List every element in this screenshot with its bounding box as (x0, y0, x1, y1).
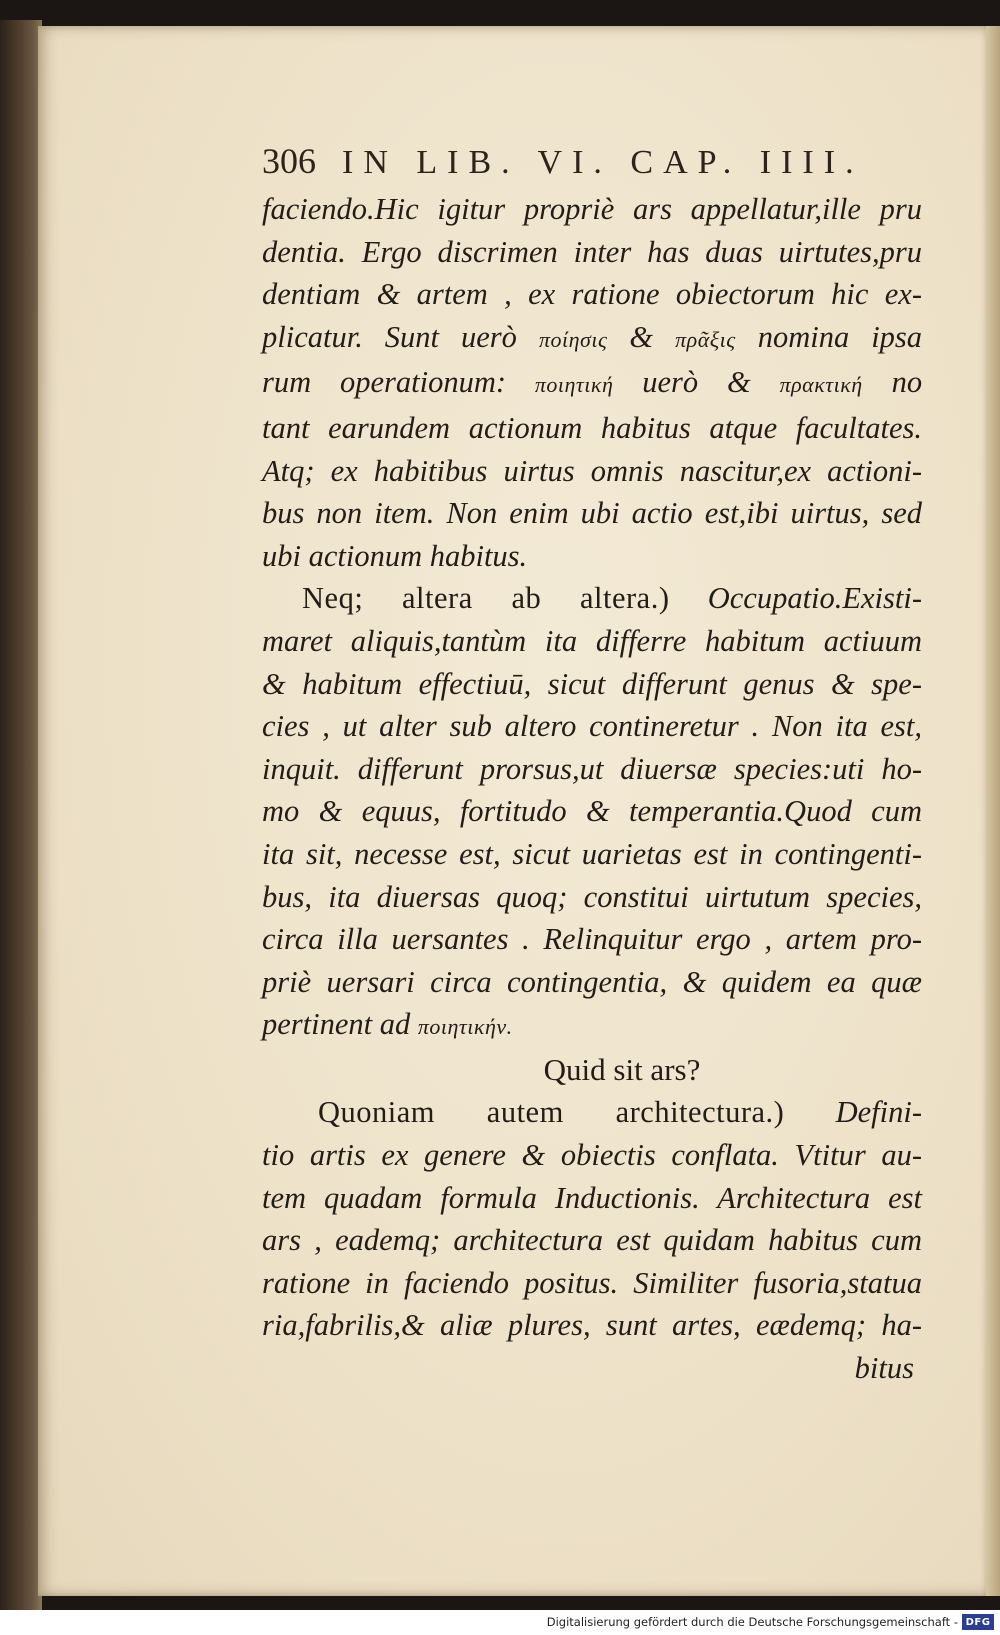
text-line: ria,fabrilis,& aliæ plures, sunt artes, eædemq; ha- (262, 1308, 922, 1343)
lemma: Quoniam autem architectura.) (318, 1095, 785, 1130)
text-line: bus, ita diuersas quoq; constitui uirtutum species, (262, 879, 922, 914)
dfg-logo: DFG (962, 1614, 994, 1630)
text-line: inquit. differunt prorsus,ut diuersæ species:uti ho- (262, 751, 922, 786)
text-line (262, 316, 922, 362)
greek-word: πρακτική (779, 372, 863, 398)
running-title: IN LIB. VI. CAP. IIII. (342, 144, 864, 181)
text-line: tant earundem actionum habitus atque facultates. (262, 410, 922, 445)
text-line: tio artis ex genere & obiectis conflata. Vtitur au- (262, 1138, 922, 1173)
text-line: cies , ut alter sub altero contineretur . Non ita est, (262, 709, 922, 744)
greek-word: ποίησις (538, 326, 608, 352)
text-line: Atq; ex habitibus uirtus omnis nascitur,ex actioni- (262, 453, 922, 488)
text-line: bus non item. Non enim ubi actio est,ibi uirtus, sed (262, 496, 922, 531)
body-text (262, 188, 922, 1390)
text-line (262, 577, 922, 620)
greek-word: ποιητική (534, 372, 614, 398)
greek-word: πρᾶξις (675, 326, 736, 352)
running-head (262, 140, 902, 182)
text-line: ars , eademq; architectura est quidam habitus cum (262, 1223, 922, 1258)
text-line: maret aliquis,tantùm ita differre habitum actiuum (262, 623, 922, 658)
greek-word: ποιητικήν. (417, 1014, 513, 1040)
text-fragment: Occupatio.Existi- (707, 581, 923, 616)
text-line: tem quadam formula Inductionis. Architectura est (262, 1180, 922, 1215)
text-line: priè uersari circa contingentia, & quidem ea quæ (262, 964, 922, 999)
text-line (262, 361, 922, 407)
text-line: ita sit, necesse est, sicut uarietas est in contingenti- (262, 836, 922, 871)
text-line (262, 1091, 922, 1134)
folio-number: 306 (262, 141, 316, 181)
page-edge (986, 26, 1000, 1596)
text-fragment: no (891, 365, 923, 400)
book-spine (0, 20, 42, 1610)
text-fragment: uerò (642, 365, 699, 400)
text-fragment: pertinent ad (262, 1007, 411, 1042)
text-line: faciendo.Hic igitur propriè ars appellatur,ille pru (262, 192, 922, 226)
text-fragment: & (629, 319, 654, 354)
section-heading: Quid sit ars? (543, 1051, 701, 1087)
text-line: dentia. Ergo discrimen inter has duas uirtutes,pru (262, 234, 922, 269)
footer-credit: Digitalisierung gefördert durch die Deutsche Forschungsgemeinschaft - (546, 1615, 958, 1629)
text-line: & habitum effectiuū, sicut differunt genus & spe- (262, 666, 922, 701)
text-line (262, 1003, 922, 1049)
text-line: mo & equus, fortitudo & temperantia.Quod cum (262, 794, 922, 829)
text-line: ratione in faciendo positus. Similiter fusoria,statua (262, 1265, 922, 1300)
lemma: Neq; altera ab altera.) (302, 581, 670, 616)
footer-bar (0, 1610, 1000, 1635)
text-line: circa illa uersantes . Relinquitur ergo , artem pro- (262, 922, 922, 957)
text-line: ubi actionum habitus. (262, 538, 528, 573)
text-fragment: plicatur. Sunt uerò (262, 319, 517, 354)
text-fragment: Defini- (835, 1095, 922, 1130)
catchword: bitus (854, 1351, 914, 1386)
text-fragment: & (726, 365, 751, 400)
text-line: dentiam & artem , ex ratione obiectorum hic ex- (262, 277, 922, 312)
text-fragment: nomina ipsa (757, 319, 923, 354)
text-fragment: rum operationum: (262, 365, 507, 400)
